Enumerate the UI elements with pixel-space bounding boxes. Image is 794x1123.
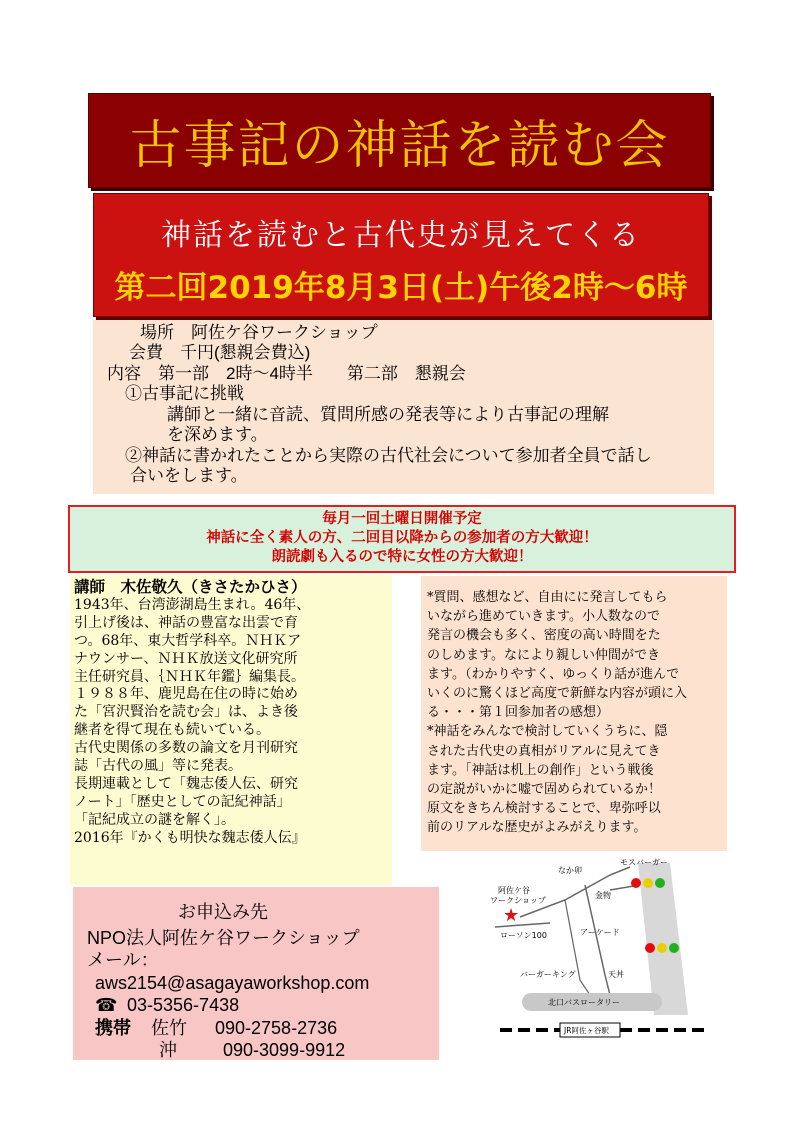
map-label-bus-rotary: 北口バスロータリー [548, 998, 620, 1007]
item1-line1: 講師と一緒に音読、質問所感の発表等により古事記の理解 [167, 405, 609, 424]
comment-line: る・・・第１回参加者の感想） [427, 705, 610, 721]
traffic-light-yellow-icon [657, 943, 667, 953]
map-label-lawson: ローソン100 [500, 931, 547, 940]
notice-line-2: 神話に全く素人の方、二回目以降からの参加者の方大歓迎！ [206, 530, 598, 546]
item1-title: ①古事記に挑戦 [125, 384, 244, 403]
map-label-burger-king: バーガーキング [520, 970, 576, 979]
item2-line1: ②神話に書かれたことから実際の古代社会について参加者全員で話し [125, 446, 652, 465]
lecturer-line: た「宮沢賢治を読む会」は、よき後 [74, 704, 298, 721]
lecturer-line: 主任研究員、｛ＮＨＫ年鑑｝編集長。 [74, 668, 305, 685]
comment-line: *質問、感想など、自由にに発言してもら [427, 590, 668, 605]
lecturer-line: 長期連載として「魏志倭人伝、研究 [74, 775, 298, 792]
comment-line: いながら進めていきます。小人数なので [427, 609, 660, 625]
fee-text: 会費 千円(懇親会費込) [129, 343, 311, 362]
lecturer-line: 誌「古代の風」等に発表。 [74, 758, 242, 775]
lecturer-line: 「記紀成立の謎を解く」。 [74, 811, 235, 828]
comments-box [421, 576, 727, 851]
phone-icon: ☎ [95, 995, 118, 1015]
map-label-tenya: 天丼 [608, 970, 624, 979]
lecturer-line: つ。68年、東大哲学科卒。ＮＨＫア [74, 632, 302, 649]
road-line [565, 900, 590, 995]
lecturer-line: ノート」「歴史としての記紀神話」 [74, 793, 291, 810]
content-text: 内容 第一部 2時～4時半 第二部 懇親会 [107, 364, 466, 383]
workshop-star-icon: ★ [503, 905, 520, 926]
lecturer-heading: 講師 木佐敬久（きさたかひさ） [74, 577, 307, 596]
item2-line2: 合いをします。 [130, 466, 248, 485]
traffic-light-green-icon [669, 943, 679, 953]
email-link[interactable]: aws2154@asagayaworkshop.com [95, 973, 370, 993]
comment-line: 発言の機会も多く、密度の高い時間をた [427, 628, 661, 644]
phone-number: 03-5356-7438 [127, 995, 240, 1015]
application-box [73, 887, 439, 1060]
traffic-light-red-icon [631, 878, 641, 888]
subtitle-banner [93, 193, 709, 317]
comment-line: ます。（わかりやすく、ゆっくり話が進んで [427, 666, 680, 682]
apply-org: NPO法人阿佐ケ谷ワークショップ [87, 928, 360, 948]
map-label-station: JR阿佐ヶ谷駅 [564, 1026, 609, 1035]
notice-line-1: 毎月一回土曜日開催予定 [322, 511, 482, 527]
comment-line: *神話をみんなで検討していくうちに、隠 [427, 724, 668, 740]
lecturer-line: 継者を得て現在も続いている。 [74, 722, 270, 739]
comment-line: いくのに驚くほど高度で新鮮な内容が頭に入 [427, 686, 688, 702]
venue-text: 場所 阿佐ケ谷ワークショップ [140, 323, 378, 342]
notice-box [68, 505, 736, 573]
lecturer-line: １９８８年、鹿児島在住の時に始め [74, 686, 298, 703]
item1-line2: を深めます。 [167, 425, 268, 444]
mobile1-number: 090-2758-2736 [215, 1018, 338, 1038]
traffic-light-red-icon [645, 943, 655, 953]
map-label-nakau: なか卯 [558, 866, 582, 875]
page-title: 古事記の神話を読む会 [129, 116, 670, 176]
lecturer-box [70, 575, 392, 885]
apply-heading: お申込み先 [178, 902, 268, 922]
mobile1-name: 佐竹 [151, 1018, 187, 1038]
comment-line: ます。「神話は机上の創作」という戦後 [427, 762, 654, 778]
road-line [585, 885, 610, 995]
comment-line: された古代史の真相がリアルに見えてき [427, 743, 661, 759]
map-label-workshop-2: ワークショップ [490, 896, 546, 905]
comment-line: の定説がいかに嘘で固められているか！ [427, 782, 662, 798]
mail-label: メール： [87, 950, 159, 970]
lecturer-line: 古代史関係の多数の論文を月刊研究 [74, 740, 298, 757]
map-label-workshop-1: 阿佐ケ谷 [498, 886, 530, 895]
lecturer-line: 1943年、台湾澎湖島生まれ。46年、 [74, 596, 311, 613]
access-map [470, 855, 710, 1055]
lecturer-line: 2016年『かくも明快な魏志倭人伝』 [74, 829, 306, 846]
traffic-light-green-icon [655, 878, 665, 888]
map-label-kinmotsu: 金物 [595, 891, 611, 900]
comment-line: 前のリアルな歴史がよみがえります。 [427, 820, 647, 836]
title-banner [88, 93, 711, 188]
mobile2-number: 090-3099-9912 [223, 1040, 346, 1060]
lecturer-line: 引上げ後は、神話の豊富な出雲で育 [74, 614, 298, 631]
comment-line: 原文をきちん検討することで、卑弥呼以 [427, 801, 661, 817]
session-date: 第二回2019年8月3日(土)午後2時～6時 [114, 270, 688, 306]
map-label-arcade: アーケード [580, 928, 620, 937]
map-label-mos: モスバーガー [620, 858, 668, 867]
comment-line: のしめます。なにより親しい仲間ができ [427, 647, 660, 663]
subtitle: 神話を読むと古代史が見えてくる [161, 218, 641, 253]
event-details [93, 320, 714, 494]
mobile-label: 携帯 [95, 1018, 131, 1038]
lecturer-line: ナウンサー、ＮＨＫ放送文化研究所 [74, 650, 298, 667]
mobile2-name: 沖 [159, 1040, 177, 1060]
notice-line-3: 朗読劇も入るので特に女性の方大歓迎！ [271, 549, 533, 565]
traffic-light-yellow-icon [643, 878, 653, 888]
